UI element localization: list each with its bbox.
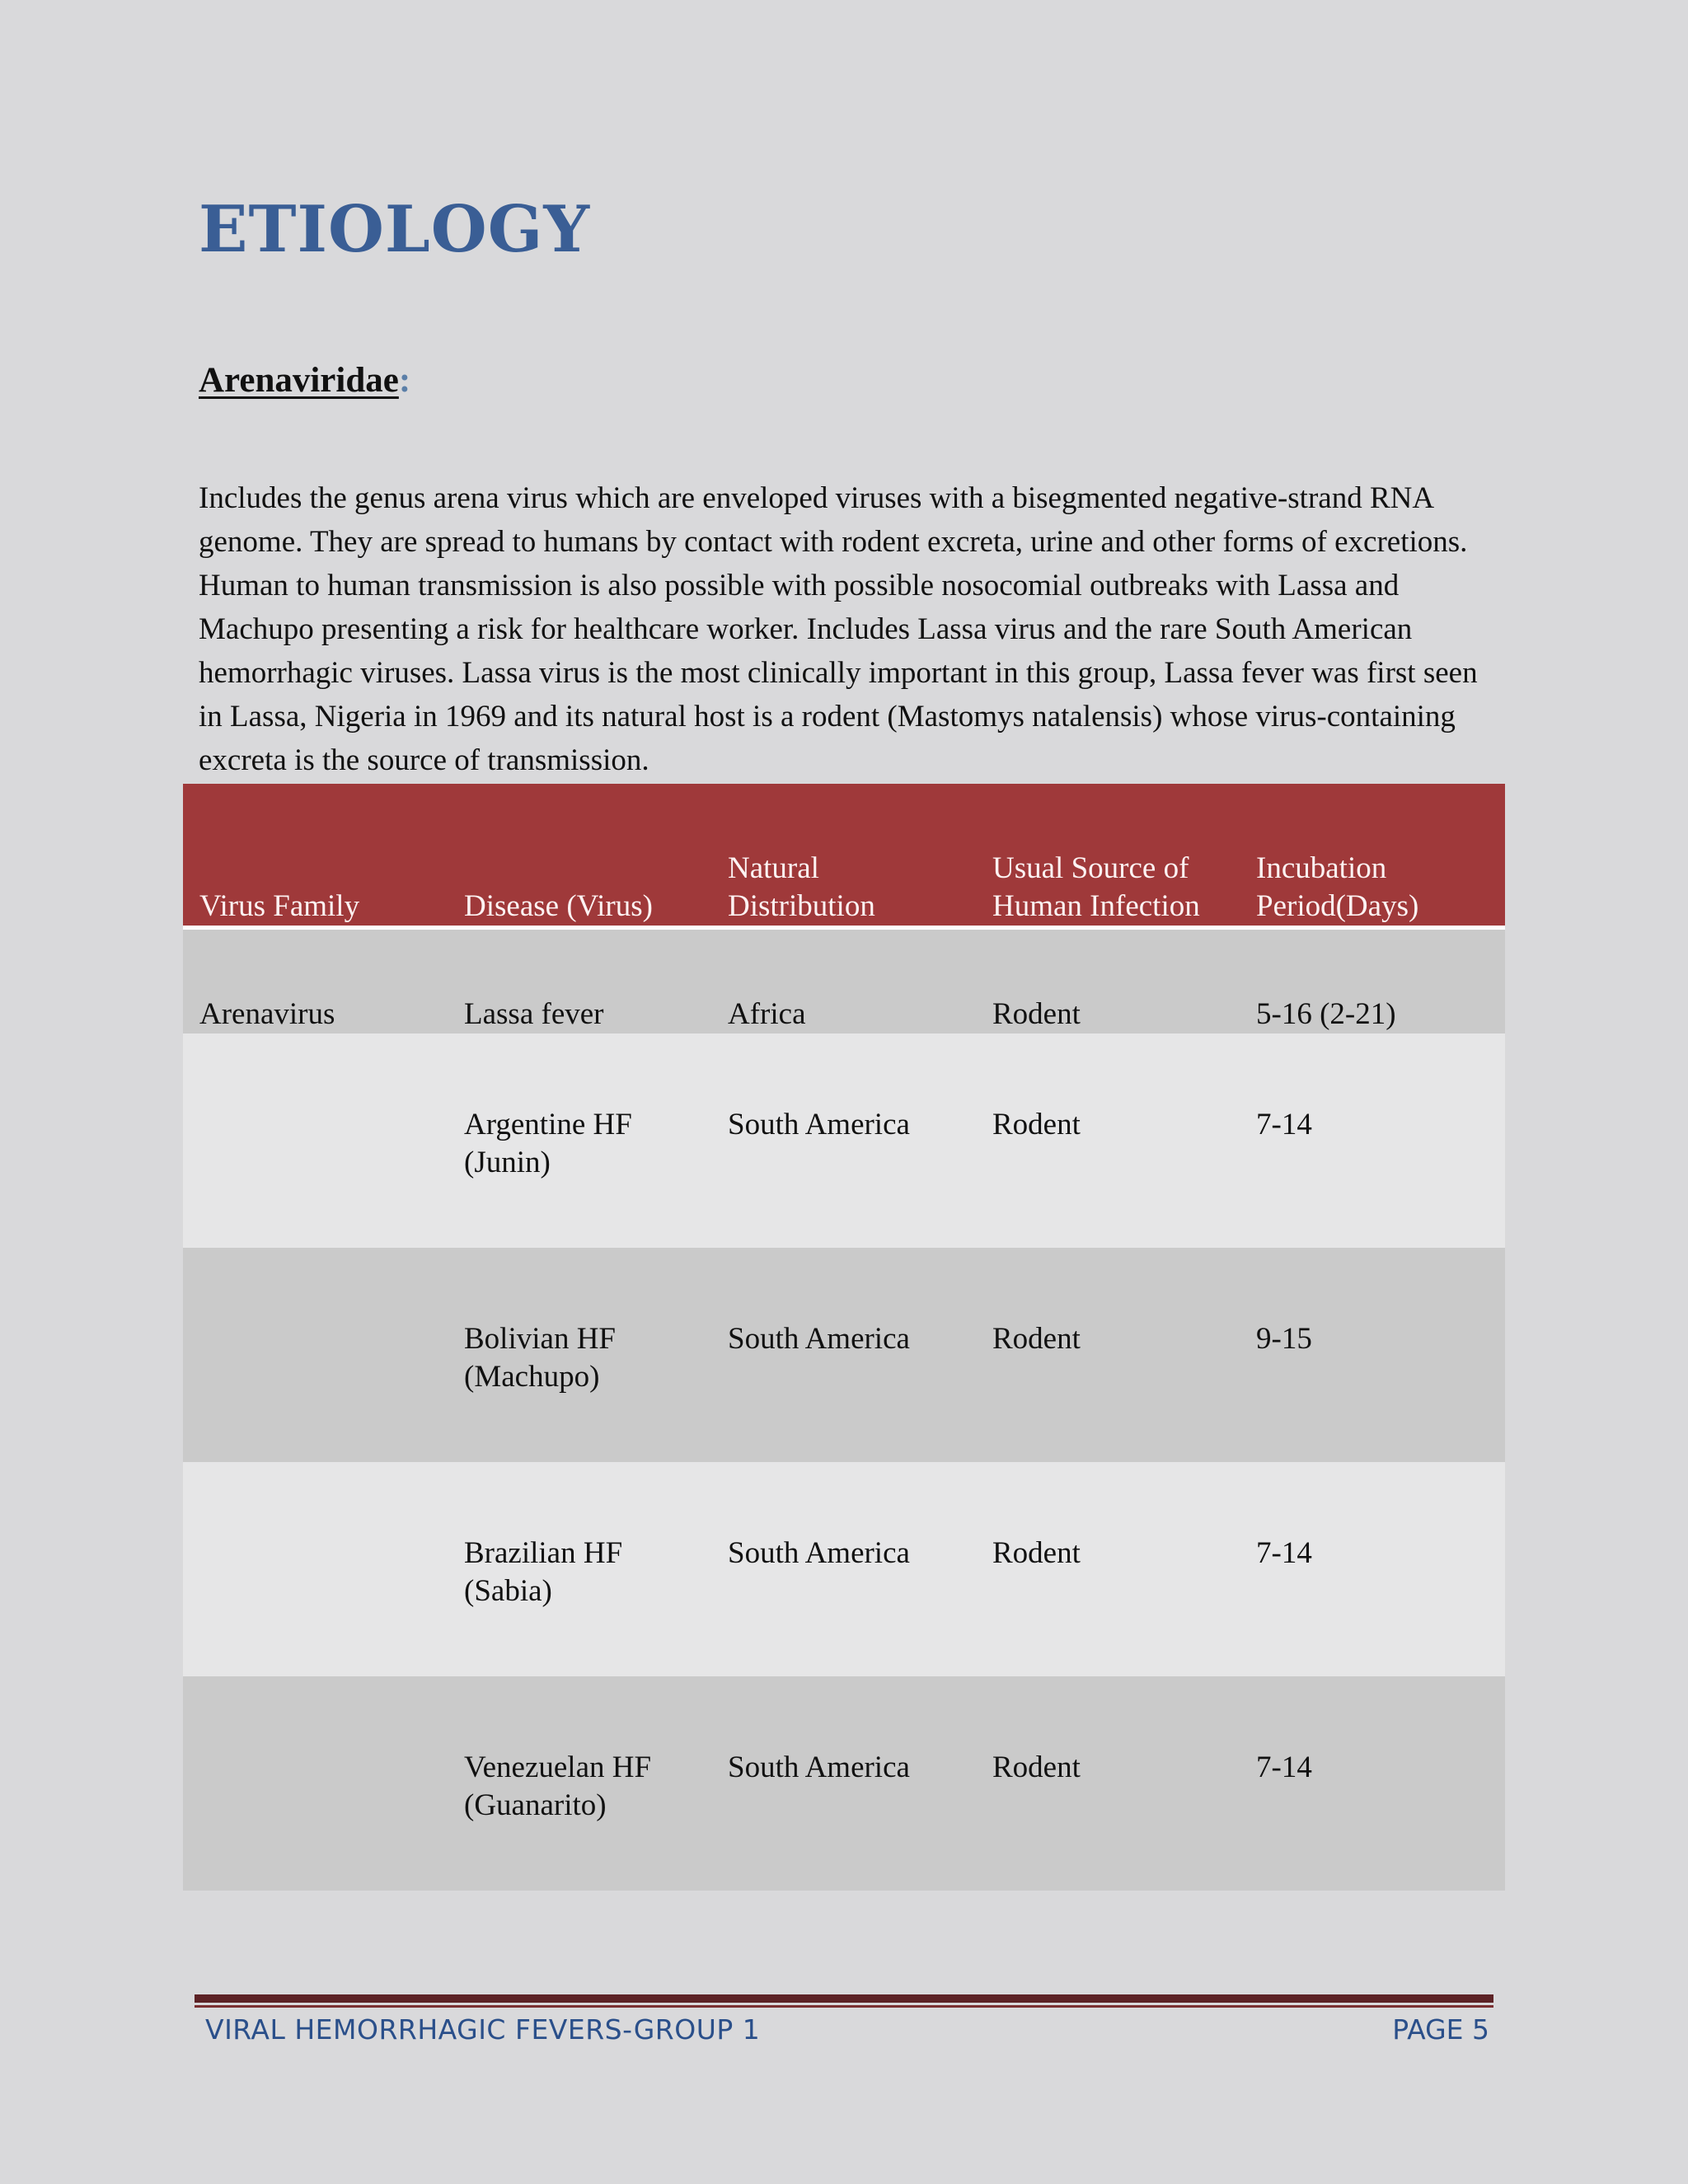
cell-disease-virus: (Sabia) xyxy=(464,1574,552,1608)
cell-distribution: South America xyxy=(711,1248,976,1462)
etiology-paragraph: Includes the genus arena virus which are enveloped viruses with a bisegmented negative-strand RNA genome. They are spread to humans by contact with rodent excreta, urine and other forms of excretions. Human to human transmission is also possible with possible nosocomial outbreaks with Lassa and Machupo presenting a risk for healthcare worker. Includes Lassa virus and the rare South American hemorrhagic viruses. Lassa virus is the most clinically important in this group, Lassa fever was first seen in Lassa, Nigeria in 1969 and its natural host is a rodent (Mastomys natalensis) whose virus-containing excreta is the source of transmission. xyxy=(199,481,1478,777)
cell-virus-family xyxy=(183,1033,448,1248)
cell-disease-name: Venezuelan HF xyxy=(464,1750,652,1784)
virus-table xyxy=(183,784,1505,1891)
cell-disease xyxy=(448,1676,711,1891)
table-row xyxy=(183,928,1505,1034)
cell-distribution: Africa xyxy=(711,928,976,1034)
cell-disease xyxy=(448,1462,711,1676)
cell-incubation: 5-16 (2-21) xyxy=(1240,928,1505,1034)
cell-source: Rodent xyxy=(976,1676,1240,1891)
footer-rule xyxy=(195,1994,1493,2003)
cell-incubation: 9-15 xyxy=(1240,1248,1505,1462)
header-usual-source: Usual Source of Human Infection xyxy=(976,784,1240,928)
cell-disease-name: Argentine HF xyxy=(464,1108,632,1141)
footer-page-number: PAGE 5 xyxy=(1392,2013,1489,2046)
section-heading-text: Arenaviridae xyxy=(199,361,399,400)
cell-virus-family xyxy=(183,1462,448,1676)
cell-virus-family xyxy=(183,1676,448,1891)
cell-disease-name: Lassa fever xyxy=(464,997,604,1031)
table-row xyxy=(183,1676,1505,1891)
cell-distribution: South America xyxy=(711,1676,976,1891)
cell-disease-virus: (Machupo) xyxy=(464,1360,600,1394)
section-heading-colon: : xyxy=(398,361,411,400)
cell-disease xyxy=(448,928,711,1034)
header-incubation-period: Incubation Period(Days) xyxy=(1240,784,1505,928)
table-header-row xyxy=(183,784,1505,928)
cell-disease-name: Bolivian HF xyxy=(464,1322,616,1356)
cell-disease xyxy=(448,1248,711,1462)
page-title: ETIOLOGY xyxy=(199,192,591,267)
cell-source: Rodent xyxy=(976,1462,1240,1676)
cell-disease-virus: (Junin) xyxy=(464,1146,551,1179)
cell-disease-name: Brazilian HF xyxy=(464,1536,623,1570)
footer-rule-thin xyxy=(195,2005,1493,2008)
cell-disease-virus: (Guanarito) xyxy=(464,1788,607,1822)
cell-incubation: 7-14 xyxy=(1240,1676,1505,1891)
cell-incubation: 7-14 xyxy=(1240,1462,1505,1676)
cell-distribution: South America xyxy=(711,1033,976,1248)
header-disease: Disease (Virus) xyxy=(448,784,711,928)
section-heading xyxy=(199,361,410,400)
cell-incubation: 7-14 xyxy=(1240,1033,1505,1248)
header-virus-family: Virus Family xyxy=(183,784,448,928)
cell-source: Rodent xyxy=(976,1248,1240,1462)
cell-source: Rodent xyxy=(976,928,1240,1034)
table-row xyxy=(183,1462,1505,1676)
cell-virus-family: Arenavirus xyxy=(183,928,448,1034)
header-natural-distribution: Natural Distribution xyxy=(711,784,976,928)
footer-document-title: VIRAL HEMORRHAGIC FEVERS-GROUP 1 xyxy=(205,2013,761,2046)
table-row xyxy=(183,1033,1505,1248)
cell-distribution: South America xyxy=(711,1462,976,1676)
cell-source: Rodent xyxy=(976,1033,1240,1248)
cell-disease xyxy=(448,1033,711,1248)
table-row xyxy=(183,1248,1505,1462)
cell-virus-family xyxy=(183,1248,448,1462)
